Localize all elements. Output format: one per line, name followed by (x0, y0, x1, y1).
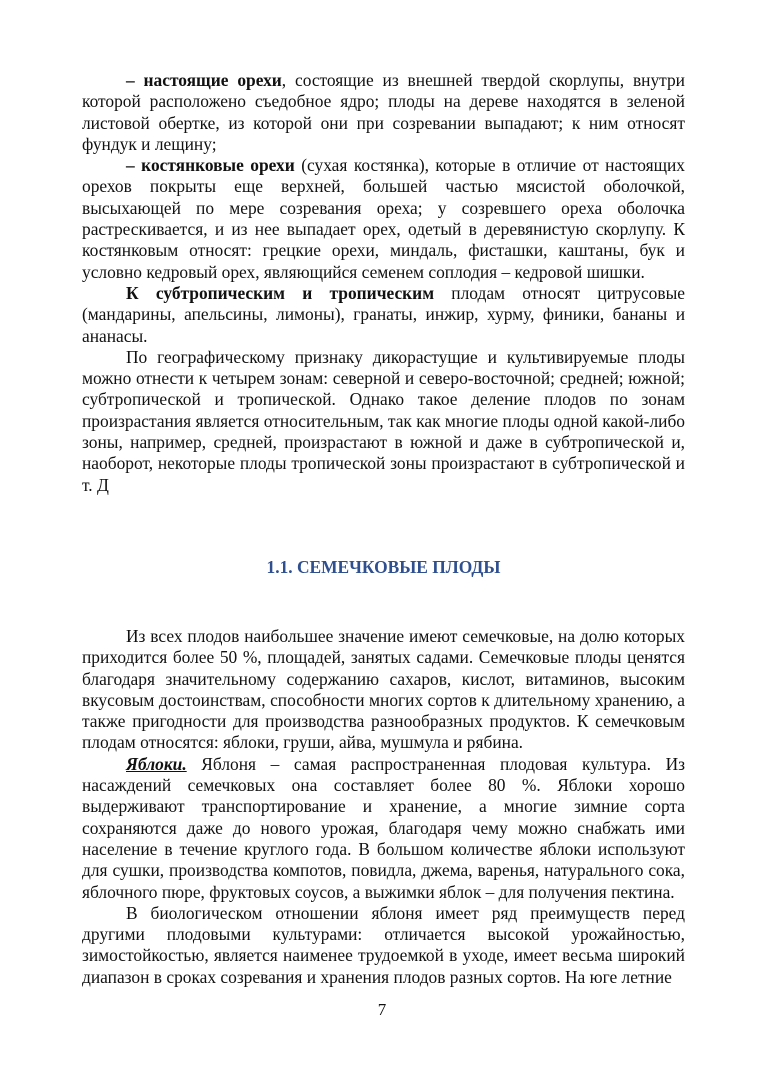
paragraph-apples (82, 754, 685, 903)
term-true-nuts: – настоящие орехи (126, 70, 282, 90)
paragraph-text: Яблоня – самая распространенная плодовая культура. Из насаждений семечковых она составляет более 80 %. Яблоки хорошо выдерживают транспортирование и хранение, а многие зимние сорта сохраняются даже до нового урожая, благодаря чему можно снабжать ими население в течение круглого года. В большом количестве яблоки используют для сушки, производства компотов, повидла, джема, варенья, натурального сока, яблочного пюре, фруктовых соусов, а выжимки яблок – для получения пектина. (82, 753, 685, 902)
paragraph-drupe-nuts (82, 155, 685, 283)
term-tropical: К субтропическим и тропическим (126, 282, 435, 303)
paragraph-true-nuts (82, 70, 685, 155)
text-block-lower (82, 626, 685, 988)
text-block-upper (82, 70, 685, 496)
paragraph-geography: По географическому признаку дикорастущие и культивируемые плоды можно отнести к четырем зонам: северной и северо-восточной; средней; южной; субтропической и тропической. Однако такое деление плодов по зонам произрастания является относительным, так как многие плоды одной какой-либо зоны, например, средней, произрастают в южной и даже в субтропической и, наоборот, некоторые плоды тропической зоны произрастают в субтропической и т. Д (82, 346, 685, 495)
paragraph-tropical (82, 283, 685, 347)
term-drupe-nuts: – костянковые орехи (126, 155, 295, 176)
paragraph-pome-fruits: Из всех плодов наибольшее значение имеют семечковые, на долю которых приходится более 50 %, площадей, занятых садами. Семечковые плоды ценятся благодаря значительному содержанию сахаров, кислот, витаминов, высоким вкусовым достоинствам, способности многих сортов к длительному хранению, а также пригодности для производства разнообразных продуктов. К семечковым плодам относятся: яблоки, груши, айва, мушмула и рябина. (82, 626, 685, 753)
paragraph-text: , состоящие из внешней твердой скорлупы, внутри которой расположено съедобное ядро; плоды на дереве находятся в зеленой листовой обертке, из которой они при созревании выпадают; к ним относят фундук и лещину; (82, 70, 685, 154)
paragraph-text: (сухая костянка), которые в отличие от настоящих орехов покрыты еще верхней, большей частью мясистой оболочкой, высыхающей по мере созревания ореха; у созревшего ореха оболочка растрескивается, и из нее выпадает орех, одетый в деревянистую скорлупу. К костянковым относят: грецкие орехи, миндаль, фисташки, каштаны, бук и условно кедровый орех, являющийся семенем соплодия – кедровой шишки. (82, 155, 686, 282)
paragraph-text: плодам относят цитрусовые (мандарины, апельсины, лимоны), гранаты, инжир, хурму, финики, бананы и ананасы. (82, 282, 685, 346)
page-number: 7 (377, 1000, 387, 1019)
term-apples: Яблоки. (126, 753, 187, 774)
paragraph-biology: В биологическом отношении яблоня имеет ряд преимуществ перед другими плодовыми культурами: отличается высокой урожайностью, зимостойкостью, является наименее трудоемкой в уходе, имеет весьма широкий диапазон в сроках созревания и хранения плодов разных сортов. На юге летние (82, 902, 685, 987)
section-heading: 1.1. СЕМЕЧКОВЫЕ ПЛОДЫ (266, 557, 501, 577)
